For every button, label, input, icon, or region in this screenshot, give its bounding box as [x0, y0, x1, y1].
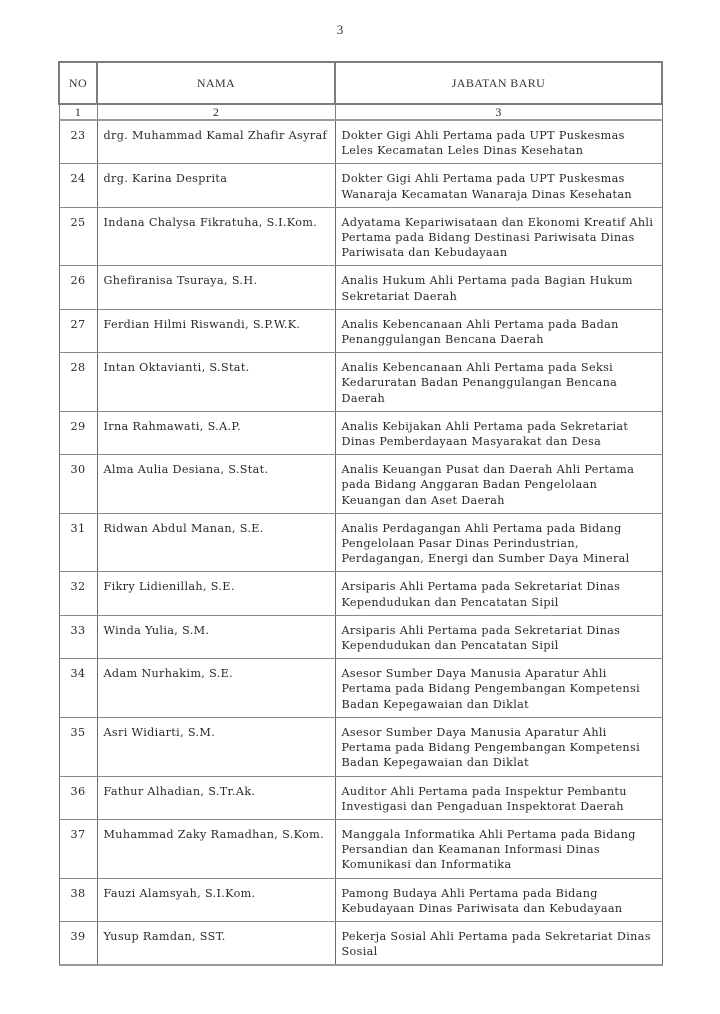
table-row [59, 776, 662, 819]
row-no: 25 [59, 207, 97, 266]
row-jabatan: Dokter Gigi Ahli Pertama pada UPT Puskesmas Leles Kecamatan Leles Dinas Kesehatan [335, 120, 662, 164]
row-nama: Ghefiranisa Tsuraya, S.H. [97, 266, 335, 309]
table-row [59, 572, 662, 615]
row-nama: Adam Nurhakim, S.E. [97, 659, 335, 718]
table-row [59, 309, 662, 352]
table-row [59, 921, 662, 965]
table-row [59, 207, 662, 266]
row-jabatan: Analis Hukum Ahli Pertama pada Bagian Hukum Sekretariat Daerah [335, 266, 662, 309]
page-number: 3 [336, 22, 344, 37]
header-no: NO [59, 62, 97, 104]
row-no: 24 [59, 164, 97, 207]
row-no: 37 [59, 819, 97, 878]
row-jabatan: Pamong Budaya Ahli Pertama pada Bidang Kebudayaan Dinas Pariwisata dan Kebudayaan [335, 878, 662, 921]
row-no: 29 [59, 411, 97, 454]
header-nama: NAMA [97, 62, 335, 104]
table-row [59, 819, 662, 878]
row-no: 30 [59, 455, 97, 514]
row-jabatan: Auditor Ahli Pertama pada Inspektur Pembantu Investigasi dan Pengaduan Inspektorat Daerah [335, 776, 662, 819]
row-jabatan: Pekerja Sosial Ahli Pertama pada Sekretariat Dinas Sosial [335, 921, 662, 965]
colnum-nama: 2 [97, 104, 335, 120]
row-no: 33 [59, 615, 97, 658]
row-nama: Alma Aulia Desiana, S.Stat. [97, 455, 335, 514]
table-row [59, 353, 662, 412]
colnum-no: 1 [59, 104, 97, 120]
row-no: 34 [59, 659, 97, 718]
row-jabatan: Asesor Sumber Daya Manusia Aparatur Ahli Pertama pada Bidang Pengembangan Kompetensi Badan Kepegawaian dan Diklat [335, 659, 662, 718]
row-no: 35 [59, 717, 97, 776]
row-no: 31 [59, 513, 97, 572]
row-no: 23 [59, 120, 97, 164]
row-nama: Fauzi Alamsyah, S.I.Kom. [97, 878, 335, 921]
row-no: 36 [59, 776, 97, 819]
row-nama: Irna Rahmawati, S.A.P. [97, 411, 335, 454]
table-row [59, 717, 662, 776]
row-jabatan: Arsiparis Ahli Pertama pada Sekretariat Dinas Kependudukan dan Pencatatan Sipil [335, 572, 662, 615]
row-nama: Indana Chalysa Fikratuha, S.I.Kom. [97, 207, 335, 266]
row-nama: drg. Karina Desprita [97, 164, 335, 207]
row-nama: Muhammad Zaky Ramadhan, S.Kom. [97, 819, 335, 878]
row-jabatan: Analis Kebencanaan Ahli Pertama pada Badan Penanggulangan Bencana Daerah [335, 309, 662, 352]
header-row [59, 62, 662, 104]
row-nama: Fikry Lidienillah, S.E. [97, 572, 335, 615]
row-nama: Fathur Alhadian, S.Tr.Ak. [97, 776, 335, 819]
row-jabatan: Adyatama Kepariwisataan dan Ekonomi Kreatif Ahli Pertama pada Bidang Destinasi Pariwisata Dinas Pariwisata dan Kebudayaan [335, 207, 662, 266]
row-no: 28 [59, 353, 97, 412]
header-jabatan: JABATAN BARU [335, 62, 662, 104]
row-nama: Asri Widiarti, S.M. [97, 717, 335, 776]
table-row [59, 455, 662, 514]
row-jabatan: Arsiparis Ahli Pertama pada Sekretariat Dinas Kependudukan dan Pencatatan Sipil [335, 615, 662, 658]
row-nama: Winda Yulia, S.M. [97, 615, 335, 658]
table-row [59, 266, 662, 309]
row-no: 26 [59, 266, 97, 309]
row-jabatan: Dokter Gigi Ahli Pertama pada UPT Puskesmas Wanaraja Kecamatan Wanaraja Dinas Kesehatan [335, 164, 662, 207]
row-jabatan: Analis Perdagangan Ahli Pertama pada Bidang Pengelolaan Pasar Dinas Perindustrian, Perdagangan, Energi dan Sumber Daya Mineral [335, 513, 662, 572]
row-no: 32 [59, 572, 97, 615]
table-row [59, 615, 662, 658]
table-row [59, 878, 662, 921]
row-nama: Ferdian Hilmi Riswandi, S.P.W.K. [97, 309, 335, 352]
row-jabatan: Asesor Sumber Daya Manusia Aparatur Ahli Pertama pada Bidang Pengembangan Kompetensi Badan Kepegawaian dan Diklat [335, 717, 662, 776]
row-no: 38 [59, 878, 97, 921]
row-jabatan: Analis Kebijakan Ahli Pertama pada Sekretariat Dinas Pemberdayaan Masyarakat dan Desa [335, 411, 662, 454]
appointment-table [58, 61, 663, 966]
column-number-row [59, 104, 662, 120]
row-no: 27 [59, 309, 97, 352]
table-row [59, 411, 662, 454]
row-jabatan: Analis Keuangan Pusat dan Daerah Ahli Pertama pada Bidang Anggaran Badan Pengelolaan Keuangan dan Aset Daerah [335, 455, 662, 514]
table-row [59, 513, 662, 572]
table-row [59, 164, 662, 207]
table-row [59, 120, 662, 164]
colnum-jabatan: 3 [335, 104, 662, 120]
row-jabatan: Manggala Informatika Ahli Pertama pada Bidang Persandian dan Keamanan Informasi Dinas Komunikasi dan Informatika [335, 819, 662, 878]
table-row [59, 659, 662, 718]
row-nama: drg. Muhammad Kamal Zhafir Asyraf [97, 120, 335, 164]
row-nama: Intan Oktavianti, S.Stat. [97, 353, 335, 412]
row-no: 39 [59, 921, 97, 965]
row-nama: Yusup Ramdan, SST. [97, 921, 335, 965]
row-nama: Ridwan Abdul Manan, S.E. [97, 513, 335, 572]
row-jabatan: Analis Kebencanaan Ahli Pertama pada Seksi Kedaruratan Badan Penanggulangan Bencana Daerah [335, 353, 662, 412]
